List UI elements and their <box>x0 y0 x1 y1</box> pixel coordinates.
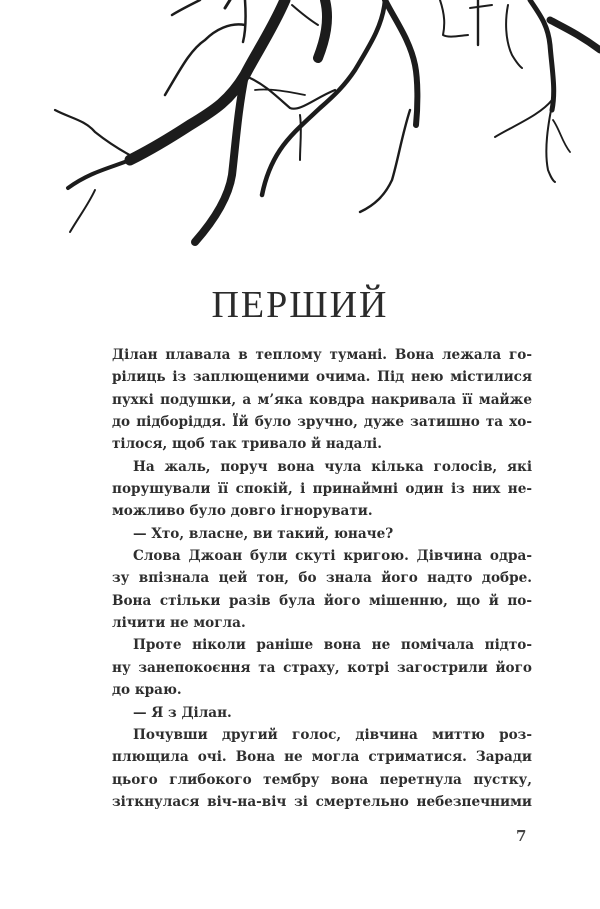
text-line: зу впізнала цей тон, бо знала його надто добре. <box>112 570 532 587</box>
chapter-body-text <box>112 344 532 813</box>
text-line: можливо було довго ігнорувати. <box>112 503 373 520</box>
text-line: Ділан плавала в теплому тумані. Вона лежала го- <box>112 347 532 363</box>
paragraph <box>112 456 532 523</box>
paragraph <box>112 634 532 701</box>
text-line: тілося, щоб так тривало й надалі. <box>112 436 382 453</box>
chapter-title: ПЕРШИЙ <box>211 284 389 327</box>
text-line: до краю. <box>112 682 182 699</box>
text-line: Почувши другий голос, дівчина миттю роз- <box>133 726 532 743</box>
text-line: ну занепокоєння та страху, котрі загострили його <box>112 659 532 676</box>
text-line: до підборіддя. Їй було зручно, дуже затишно та хо- <box>112 414 532 431</box>
paragraph <box>112 545 532 634</box>
text-line: рілиць із заплющеними очима. Під нею містилися <box>112 369 532 386</box>
tree-roots-illustration <box>0 0 600 250</box>
dialogue-line <box>112 523 532 545</box>
paragraph <box>112 724 532 813</box>
text-line: лічити не могла. <box>112 615 246 632</box>
page-number: 7 <box>516 827 527 845</box>
paragraph <box>112 344 532 456</box>
text-line: На жаль, поруч вона чула кілька голосів, які <box>133 458 532 475</box>
text-line: — Хто, власне, ви такий, юначе? <box>133 525 394 542</box>
text-line: Вона стільки разів була його мішенню, що й по- <box>112 592 532 609</box>
text-line: зіткнулася віч-на-віч зі смертельно небезпечними <box>112 793 532 810</box>
text-line: — Я з Ділан. <box>133 704 232 721</box>
text-line: цього глибокого тембру вона перетнула пустку, <box>112 771 532 788</box>
text-line: Слова Джоан були скуті кригою. Дівчина одра- <box>133 548 532 565</box>
text-line: плющила очі. Вона не могла стриматися. Заради <box>112 749 532 766</box>
text-line: Проте ніколи раніше вона не помічала підто- <box>133 637 532 654</box>
dialogue-line <box>112 702 532 724</box>
text-line: пухкі подушки, а м’яка ковдра накривала її майже <box>112 391 532 408</box>
text-line: порушували її спокій, і принаймні один із них не- <box>112 481 532 498</box>
